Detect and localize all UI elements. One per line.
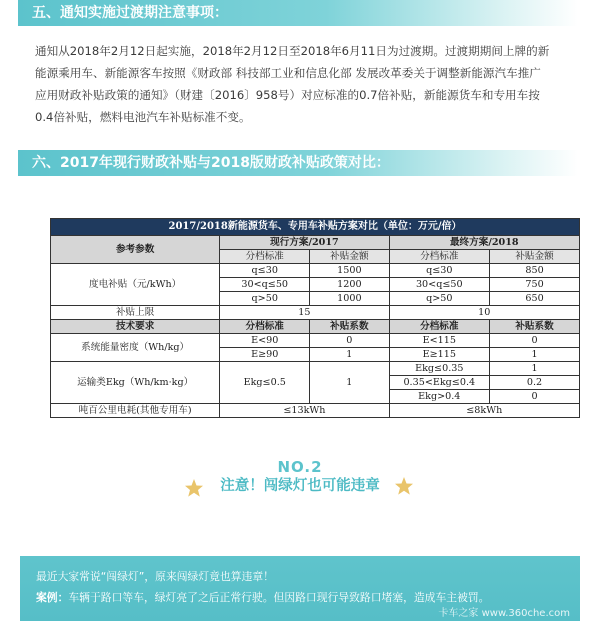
section6-header xyxy=(18,150,578,176)
table-title: 2017/2018新能源货车、专用车补贴方案对比（单位：万元/倍） xyxy=(51,219,580,236)
cell: ≤8kWh xyxy=(389,404,579,418)
section5-line: 能源乘用车、新能源客车按照《财政部 科技部工业和信息化部 发展改革委关于调整新能源汽车推广 xyxy=(35,66,541,80)
section5-line: 应用财政补贴政策的通知》（财建〔2016〕958号）对应标准的0.7倍补贴，新能源货车和专用车按 xyxy=(35,88,540,102)
cell: ≤13kWh xyxy=(220,404,389,418)
case-text: 车辆于路口等车，绿灯亮了之后正常行驶。但因路口现行导致路口堵塞，造成车主被罚。 xyxy=(68,591,490,604)
cell: 0 xyxy=(490,334,580,348)
cell: E<90 xyxy=(220,334,310,348)
row-label-density: 系统能量密度（Wh/kg） xyxy=(51,334,220,362)
header-coef: 补贴系数 xyxy=(310,320,389,334)
cell: Ekg≤0.35 xyxy=(389,362,490,376)
cell: 1500 xyxy=(310,264,389,278)
cell: 850 xyxy=(490,264,580,278)
section6-title: 六、2017年现行财政补贴与2018版财政补贴政策对比： xyxy=(32,155,390,171)
cell: 750 xyxy=(490,278,580,292)
header-amount: 补贴金额 xyxy=(310,250,389,264)
row-label-electricity: 度电补贴（元/kWh） xyxy=(51,264,220,306)
header-amount: 补贴金额 xyxy=(490,250,580,264)
watermark: 卡车之家 www.360che.com xyxy=(438,608,570,619)
cell: 0 xyxy=(310,334,389,348)
header-coef: 补贴系数 xyxy=(490,320,580,334)
section5-title: 五、通知实施过渡期注意事项： xyxy=(32,5,228,21)
section5-paragraph xyxy=(35,40,575,128)
cell: 0.35<Ekg≤0.4 xyxy=(389,376,490,390)
cell: q>50 xyxy=(389,292,490,306)
cell: 30<q≤50 xyxy=(220,278,310,292)
cell: 0.2 xyxy=(490,376,580,390)
cell: E≥115 xyxy=(389,348,490,362)
table-row xyxy=(51,306,580,320)
case-intro: 最近大家常说“闯绿灯”，原来闯绿灯竟也算违章！ xyxy=(36,570,274,583)
no2-title: 注意！闯绿灯也可能违章 xyxy=(220,478,380,494)
cell: E≥90 xyxy=(220,348,310,362)
cell: 30<q≤50 xyxy=(389,278,490,292)
section5-line: 0.4倍补贴，燃料电池汽车补贴标准不变。 xyxy=(35,110,251,124)
case-box xyxy=(20,556,580,621)
header-tier: 分档标准 xyxy=(220,320,310,334)
cell: 0 xyxy=(490,390,580,404)
cell: E<115 xyxy=(389,334,490,348)
case-label: 案例： xyxy=(36,591,69,604)
table-row xyxy=(51,362,580,376)
cell: Ekg>0.4 xyxy=(389,390,490,404)
row-label-cap: 补贴上限 xyxy=(51,306,220,320)
cell: 15 xyxy=(220,306,389,320)
header-current-plan: 现行方案/2017 xyxy=(220,236,389,250)
header-tier: 分档标准 xyxy=(389,320,490,334)
header-tier: 分档标准 xyxy=(389,250,490,264)
cell: 1 xyxy=(310,348,389,362)
header-tech: 技术要求 xyxy=(51,320,220,334)
section5-line: 通知从2018年2月12日起实施，2018年2月12日至2018年6月11日为过渡期。过渡期期间上牌的新 xyxy=(35,44,550,58)
cell: 10 xyxy=(389,306,579,320)
section5-header xyxy=(18,0,578,26)
cell: q≤30 xyxy=(220,264,310,278)
cell: 1 xyxy=(490,362,580,376)
table-row xyxy=(51,404,580,418)
cell: 1200 xyxy=(310,278,389,292)
table-row xyxy=(51,264,580,278)
cell: 1 xyxy=(310,362,389,404)
header-final-plan: 最终方案/2018 xyxy=(389,236,579,250)
cell: q>50 xyxy=(220,292,310,306)
row-label-ekg: 运输类Ekg（Wh/km·kg） xyxy=(51,362,220,404)
header-tier: 分档标准 xyxy=(220,250,310,264)
subsidy-comparison-table xyxy=(50,218,580,418)
star-icon xyxy=(394,476,414,496)
cell: 650 xyxy=(490,292,580,306)
cell: Ekg≤0.5 xyxy=(220,362,310,404)
cell: 1000 xyxy=(310,292,389,306)
header-reference: 参考参数 xyxy=(51,236,220,264)
no2-number: NO.2 xyxy=(277,458,323,476)
cell: 1 xyxy=(490,348,580,362)
row-label-power: 吨百公里电耗(其他专用车) xyxy=(51,404,220,418)
cell: q≤30 xyxy=(389,264,490,278)
table-row xyxy=(51,334,580,348)
